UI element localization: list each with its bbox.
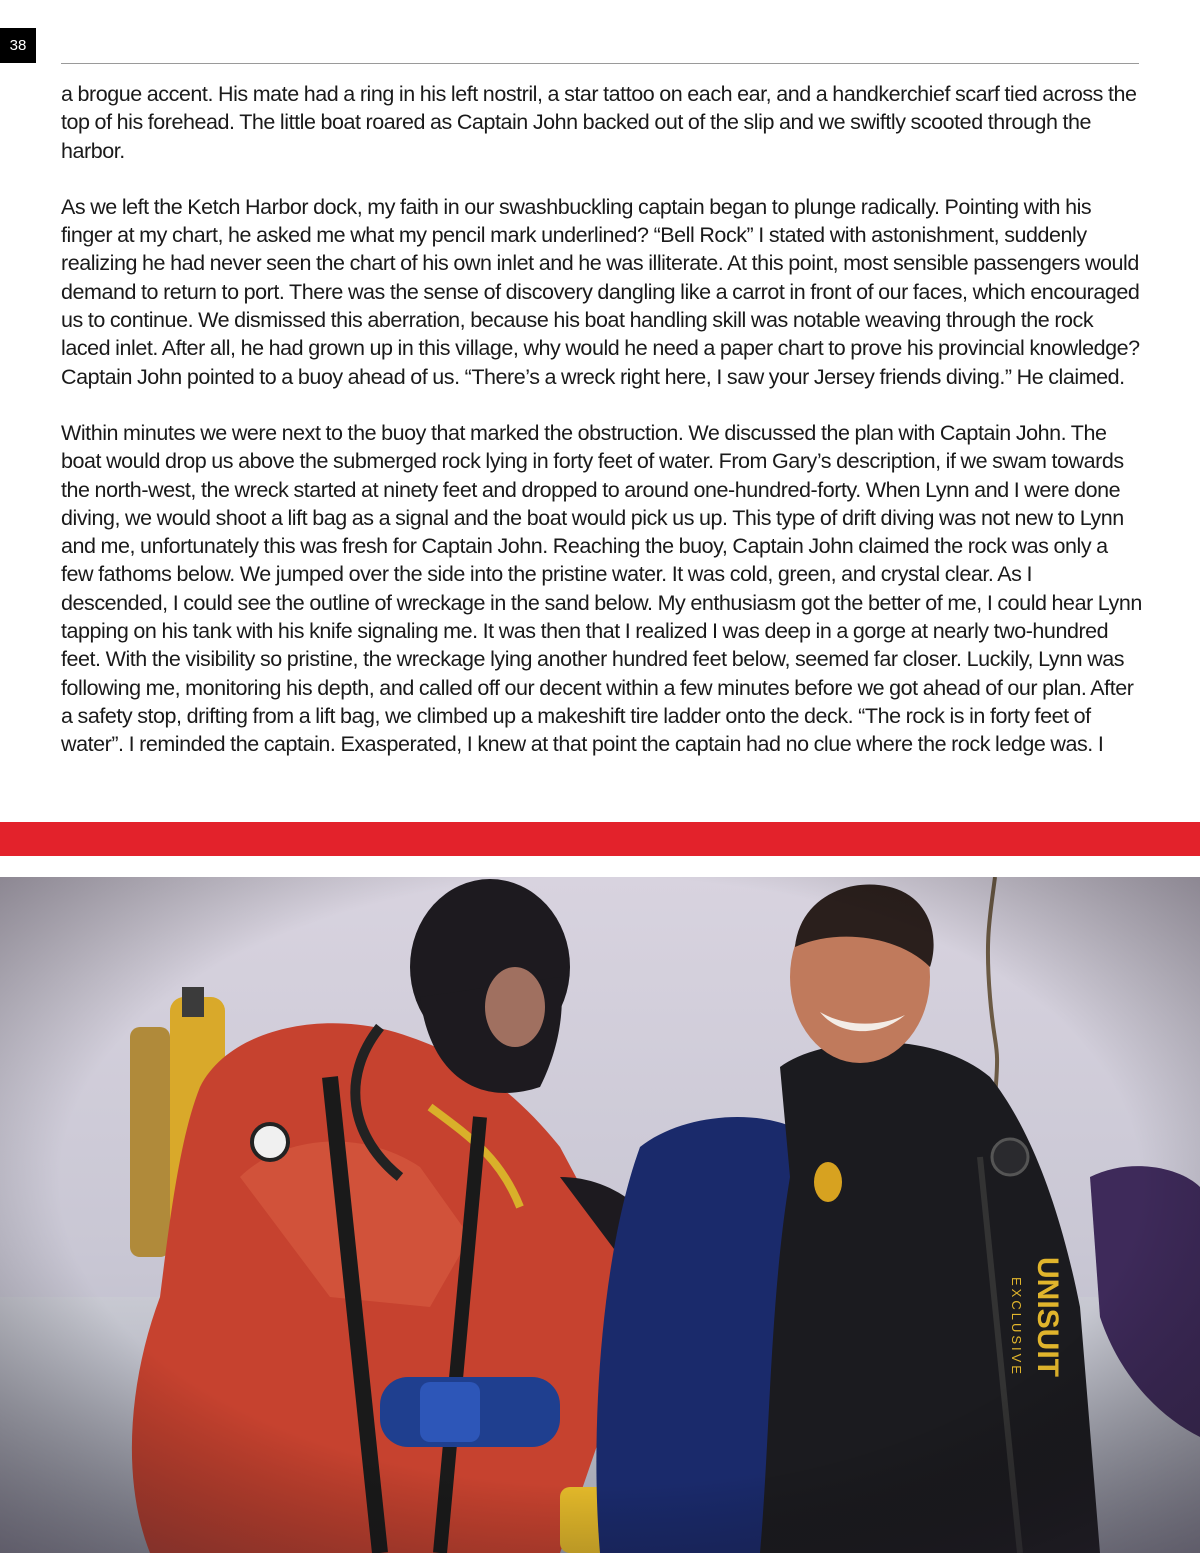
red-accent-band (0, 822, 1200, 856)
article-paragraph: As we left the Ketch Harbor dock, my faith in our swashbuckling captain began to plunge radically. Pointing with his finger at my chart, he asked me what my pencil mark underlined? “Bell Rock” I stated with astonishment, suddenly realizing he had never seen the chart of his own inlet and he was illiterate. At this point, most sensible passengers would demand to return to port. There was the sense of discovery dangling like a carrot in front of our faces, which encouraged us to continue. We dismissed this aberration, because his boat handling skill was notable weaving through the rock laced inlet. After all, he had grown up in this village, why would he need a paper chart to prove his provincial knowledge? Captain John pointed to a buoy ahead of us. “There’s a wreck right here, I saw your Jersey friends diving.” He claimed. (61, 194, 1140, 389)
page-number: 38 (0, 28, 36, 63)
header-rule (61, 63, 1139, 64)
article-paragraph: a brogue accent. His mate had a ring in his left nostril, a star tattoo on each ear, and a handkerchief scarf tied across the top of his forehead. The little boat roared as Captain John backed out of the slip and we swiftly scooted through the harbor. (61, 82, 1137, 163)
divers-photo (0, 877, 1200, 1553)
article-paragraph: Within minutes we were next to the buoy that marked the obstruction. We discussed the plan with Captain John. The boat would drop us above the submerged rock lying in forty feet of water. From Gary’s description, if we swam towards the north-west, the wreck started at ninety feet and dropped to around one-hundred-forty. When Lynn and I were done diving, we would shoot a lift bag as a signal and the boat would pick us up. This type of drift diving was not new to Lynn and me, unfortunately this was fresh for Captain John. Reaching the buoy, Captain John claimed the rock was only a few fathoms below. We jumped over the side into the pristine water. It was cold, green, and crystal clear. As I descended, I could see the outline of wreckage in the sand below. My enthusiasm got the better of me, I could hear Lynn tapping on his tank with his knife signaling me. It was then that I realized I was deep in a gorge at nearly two-hundred feet. With the visibility so pristine, the wreckage lying another hundred feet below, seemed far closer. Luckily, Lynn was following me, monitoring his depth, and called off our decent within a few minutes before we got ahead of our plan. After a safety stop, drifting from a lift bag, we climbed up a makeshift tire ladder onto the deck. “The rock is in forty feet of water”. I reminded the captain. Exasperated, I knew at that point the captain had no clue where the rock ledge was. I (61, 420, 1142, 757)
article-body (61, 80, 1143, 759)
